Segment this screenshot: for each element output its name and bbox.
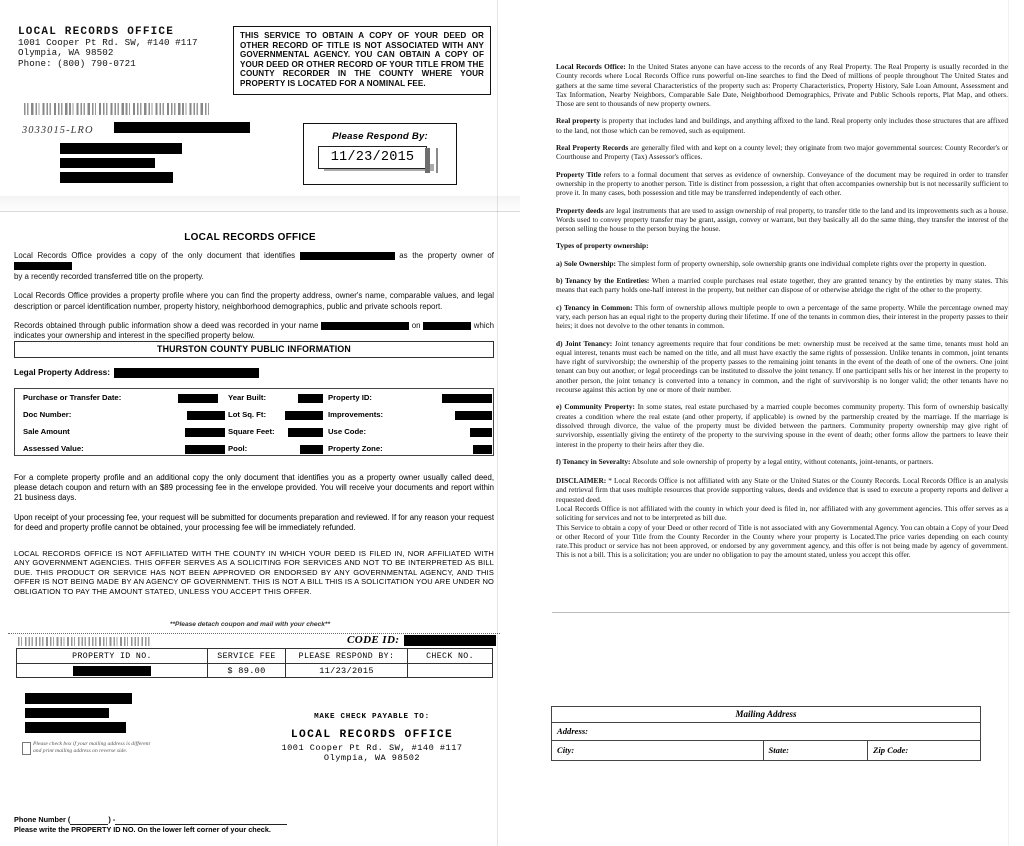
make-check-payable-label: MAKE CHECK PAYABLE TO: xyxy=(314,713,430,721)
city-field[interactable] xyxy=(552,741,764,760)
zip-label: Zip Code: xyxy=(873,745,909,755)
info-paragraph xyxy=(556,170,1008,198)
coupon-header-property-id: PROPERTY ID NO. xyxy=(72,652,152,661)
legal-notice-text: THIS SERVICE TO OBTAIN A COPY OF YOUR DEED OR OTHER RECORD OF TITLE IS NOT ASSOCIATED WITH ANY GOVERNMENTAL AGENCY. YOU CAN OBTAIN A COPY OF YOUR DEED OR OTHER RECORD OF YOUR TITLE FROM THE COUNTY RECORDER IN THE COUNTY WHERE YOUR PROPERTY IS LOCATED FOR A NOMINAL FEE. xyxy=(240,31,484,88)
right-disclaimer-paragraph-2: Local Records Office is not affiliated with the county in which your deed is filed in, nor affiliated with any government agencies. This offer serves as a soliciting for services and not to be interpreted as bill due. xyxy=(556,503,1008,523)
redaction-use-code xyxy=(470,428,492,437)
payee-name: LOCAL RECORDS OFFICE xyxy=(290,729,454,741)
redaction-property-id xyxy=(442,394,492,403)
info-lead: Types of property ownership: xyxy=(556,241,649,251)
cell-sale-amount-label: Sale Amount xyxy=(23,427,70,436)
letter-p1-part-a: Local Records Office provides a copy of the only document that identifies xyxy=(14,251,296,260)
information-text-column xyxy=(556,62,1008,568)
coupon-value-service-fee: $ 89.00 xyxy=(227,666,266,676)
property-details-table xyxy=(14,388,494,456)
info-text: In the United States anyone can have access to the records of any Real Property. The Real Property is usually recorded in the County records where Local Records Office runs powerful on-line searches to find the Deed of millions of people throughout The United States and gathers at the same time several Characteristics of the property such as: Property Characteristics, Property History, Sale Loan Amount, Assessment and Tax Information, Nearby Neighbors, Comparable Sale Date, Neighborhood Demographics, Private and Public Schools reports, Plat Map, and others. Those are sent to thousands of new property owners. xyxy=(556,62,1008,109)
offer-disclaimer-block xyxy=(14,549,494,596)
mail-barcode xyxy=(24,103,212,115)
info-lead: Real property xyxy=(556,116,600,126)
redaction-improvements xyxy=(455,411,492,420)
info-lead: d) Joint Tenancy: xyxy=(556,338,613,348)
offer-terms-block xyxy=(14,473,494,542)
phone-number-line[interactable] xyxy=(14,815,287,825)
redaction-address-line-3 xyxy=(60,172,173,183)
checkbox-note-line-1: Please check box if your mailing address is different xyxy=(33,741,151,747)
sender-phone: Phone: (800) 790-0721 xyxy=(18,57,136,69)
info-paragraph xyxy=(556,339,1008,395)
state-field[interactable] xyxy=(764,741,869,760)
cell-pool-label: Pool: xyxy=(228,444,248,453)
redaction-square-feet xyxy=(288,428,323,437)
different-mailing-address-note xyxy=(33,741,150,755)
letter-p3-part-c: which indicates your ownership and interest in the specified property below. xyxy=(14,321,494,341)
right-sheet-information-page xyxy=(548,0,1024,846)
letter-p1-part-b: as the property owner of xyxy=(399,251,494,260)
payment-coupon-table xyxy=(16,648,493,678)
make-check-payable-block xyxy=(247,713,497,763)
offer-disclaimer-text: LOCAL RECORDS OFFICE IS NOT AFFILIATED WITH THE COUNTY IN WHICH YOUR DEED IS FILED IN, NOR AFFILIATED WITH ANY GOVERNMENT AGENCIES. THIS OFFER SERVES AS A SOLICITING FOR SERVICES AND NOT TO BE INTERPRETED AS BILL DUE. THIS PRODUCT OR SERVICE HAS NOT BEEN APPROVED OR ENDORSED BY ANY GOVERNMENTAL AGENCY, AND THIS OFFER IS NOT BEING MADE BY AN AGENCY OF GOVERNMENT. THIS IS NOT A BILL THIS IS A SOLICITATION YOU ARE UNDER NO OBLIGATION TO PAY THE AMOUNT STATED, UNLESS YOU ACCEPT THIS OFFER. xyxy=(14,549,494,596)
table-row xyxy=(15,424,493,441)
redaction-pool xyxy=(300,445,323,454)
redaction-doc-number xyxy=(187,411,225,420)
redaction-address-line-2 xyxy=(60,158,155,168)
page-edge-left-sheet xyxy=(497,0,498,846)
letter-paragraph-3 xyxy=(14,321,494,342)
redaction-deed-date xyxy=(423,322,471,330)
info-text: refers to a formal document that serves as evidence of ownership. Conveyance of the document may be required in order to transfer ownership in the property to another person. Title is distinct from possession, a right that often accompanies ownership but is not necessarily sufficient to prove it. In many cases, both possession and title may be transferred independently of each other. xyxy=(556,169,1008,198)
info-lead: Real Property Records xyxy=(556,143,629,153)
redaction-property xyxy=(14,262,72,270)
respond-by-tick-mark-2 xyxy=(436,148,438,173)
cell-lot-sqft-label: Lot Sq. Ft: xyxy=(228,410,266,419)
coupon-value-property-id xyxy=(17,664,207,678)
mailing-address-title: Mailing Address xyxy=(552,707,980,723)
respond-by-box xyxy=(303,123,457,185)
cell-purchase-date-label: Purchase or Transfer Date: xyxy=(23,393,122,402)
letter-paragraph-1 xyxy=(14,251,494,282)
cell-doc-number-label: Doc Number: xyxy=(23,410,72,419)
code-id-row xyxy=(347,634,496,646)
payee-city-state-zip: Olympia, WA 98502 xyxy=(323,753,421,763)
legal-notice-box xyxy=(233,26,491,95)
cell-year-built-label: Year Built: xyxy=(228,393,267,402)
legal-property-address-row xyxy=(14,367,259,378)
info-paragraph xyxy=(556,116,1008,135)
sheet-divider-line xyxy=(0,211,520,212)
coupon-value-respond-by: 11/23/2015 xyxy=(319,666,374,676)
cell-use-code-label: Use Code: xyxy=(328,427,367,436)
county-header-label: THURSTON COUNTY PUBLIC INFORMATION xyxy=(157,344,351,354)
coupon-value-check-no[interactable] xyxy=(408,664,492,678)
coupon-header-check-no: CHECK NO. xyxy=(426,652,474,661)
sender-address-block xyxy=(18,27,198,69)
account-code: 3033015-LRO xyxy=(22,125,94,136)
redaction-deed-name xyxy=(321,322,409,330)
phone-number-prefix: Phone Number ( xyxy=(14,815,71,824)
sender-city-state-zip: Olympia, WA 98502 xyxy=(18,47,114,59)
different-mailing-address-checkbox[interactable] xyxy=(22,742,31,755)
mailing-address-city-state-zip-row xyxy=(552,741,980,760)
letter-paragraph-2: Local Records Office provides a property profile where you can find the property address, owner's name, comparable values, and legal description or parcel identification number, property history, neighborhood demographics, public and private schools report. xyxy=(14,291,494,311)
coupon-header-respond-by: PLEASE RESPOND BY: xyxy=(298,652,395,661)
zip-field[interactable] xyxy=(868,741,980,760)
info-paragraph xyxy=(556,143,1008,162)
phone-number-field-row xyxy=(14,815,287,835)
info-lead: Property deeds xyxy=(556,205,604,215)
right-sheet-divider xyxy=(552,612,1010,613)
redaction-sale-amount xyxy=(185,428,225,437)
redaction-address-line-1 xyxy=(60,143,182,154)
letter-p1-part-c: by a recently recorded transferred title on the property. xyxy=(14,271,204,281)
info-text: The simplest form of property ownership, sole ownership grants one individual complete rights over the property in question. xyxy=(615,258,987,268)
info-lead: Property Title xyxy=(556,169,602,179)
info-lead: c) Tenancy in Common: xyxy=(556,302,633,312)
redaction-assessed-value xyxy=(185,445,225,454)
info-lead: Local Records Office: xyxy=(556,62,626,71)
redaction-coupon-addr-3 xyxy=(25,722,126,733)
letter-p3-part-b: on xyxy=(411,321,421,331)
right-disclaimer-lead: DISCLAIMER: xyxy=(556,476,607,486)
mailing-address-form xyxy=(551,706,981,761)
info-paragraph xyxy=(556,303,1008,331)
checkbox-note-line-2: and print mailing address on reverse side. xyxy=(33,748,128,754)
info-paragraph xyxy=(556,457,1008,466)
redaction-year-built xyxy=(298,394,323,403)
info-lead: f) Tenancy in Severalty: xyxy=(556,456,631,466)
table-row xyxy=(15,441,493,458)
coupon-header-service-fee: SERVICE FEE xyxy=(217,652,276,661)
redaction-coupon-addr-1 xyxy=(25,693,132,704)
redaction-code-id xyxy=(404,635,496,646)
letter-heading: LOCAL RECORDS OFFICE xyxy=(184,232,316,243)
cell-improvements-label: Improvements: xyxy=(328,410,384,419)
letter-p3-part-a: Records obtained through public information show a deed was recorded in your name xyxy=(14,321,319,331)
code-id-label: CODE ID: xyxy=(347,634,400,646)
info-lead: a) Sole Ownership: xyxy=(556,258,616,268)
offer-paragraph-2: Upon receipt of your processing fee, your request will be submitted for documents preparation and reviewed. If for any reason your request for deed and property profile cannot be obtained, your processing fee will be immediately refunded. xyxy=(14,512,494,532)
info-lead: b) Tenancy by the Entireties: xyxy=(556,276,650,286)
info-paragraph xyxy=(556,276,1008,295)
info-text: are legal instruments that are used to assign ownership of real property, to transfer title to the land and its improvements such as a house. Words used to convey property transfer may be grant, assign, convey or warrant, but they basically all do the same thing, they transfer the interest of the person selling the house to the person buying the house. xyxy=(556,205,1008,234)
respond-by-date-field xyxy=(318,146,427,169)
city-label: City: xyxy=(557,745,575,755)
redaction-legal-address xyxy=(114,368,259,378)
payee-street: 1001 Cooper Pt Rd. SW, #140 #117 xyxy=(281,743,463,753)
info-text: In some states, real estate purchased by a married couple becomes community property. This form of ownership basically creates a condition where the real estate (and other property, if applicable) is owned by the partnership created by the marriage. If the marriage is dissolved through divorce, the value of the property must be divided between the partners. Community property ownership may give right of survivorship, essentially giving the entirety of the property to the surviving spouse in the event of death; other forms allow the partners to leave their interest in the property to their heirs after they die. xyxy=(556,402,1008,449)
info-text: This form of ownership allows multiple people to own a percentage of the same property. While the percentage owned may vary, each person has an equal right to the property during their lifetime. If one of the tenants in common dies, their interest in the property passes to their heirs; it does not devolve to the other tenants in common. xyxy=(556,302,1008,331)
info-text: are generally filed with and kept on a county level; they originate from two major governmental sources: County Recorder's or Courthouse and Property (Tax) Assessor's offices. xyxy=(556,143,1008,162)
info-paragraph xyxy=(556,241,1008,250)
info-paragraph xyxy=(556,62,1008,108)
right-disclaimer-text-1: * Local Records Office is not affiliated with any State or the United States or the County Records. Local Records Office is an analysis and retrieval firm that uses multiple resources that provide supporting values, deeds and evidence that is used to execute a property reports and deliver a requested deed. xyxy=(556,476,1008,504)
cell-square-feet-label: Square Feet: xyxy=(228,427,275,436)
property-id-check-note: Please write the PROPERTY ID NO. On the lower left corner of your check. xyxy=(14,825,271,835)
redaction-lot-sqft xyxy=(285,411,323,420)
respond-by-date: 11/23/2015 xyxy=(330,150,415,165)
right-disclaimer-paragraph-1 xyxy=(556,476,1008,504)
table-row xyxy=(15,390,493,407)
info-paragraph xyxy=(556,402,1008,448)
info-paragraph xyxy=(556,206,1008,234)
redaction-coupon-addr-2 xyxy=(25,708,109,718)
info-text: is property that includes land and buildings, and anything affixed to the land. Real property only includes those structures that are affixed to the land, not those which can be removed, such as equipment. xyxy=(556,116,1008,135)
letter-body xyxy=(14,251,494,351)
detach-instruction: **Please detach coupon and mail with your check** xyxy=(169,621,331,628)
info-text: When a married couple purchases real estate together, they are granted tenancy by the entireties by many states. This means that each party holds one-half interest in the property, but neither can dispose of or otherwise abridge the right of the other to the property. xyxy=(556,276,1008,295)
offer-paragraph-1: For a complete property profile and an additional copy the only document that identifies you as a property owner usually called deed, please detach coupon and return with an $89 processing fee in the envelope provided. You will receive your documents and report within 21 business days. xyxy=(14,473,494,503)
redaction-coupon-property-id xyxy=(73,666,151,676)
legal-property-address-label: Legal Property Address: xyxy=(14,367,111,377)
redaction-purchase-date xyxy=(178,394,218,403)
phone-number-suffix: ) - xyxy=(108,815,116,824)
cell-assessed-value-label: Assessed Value: xyxy=(23,444,84,453)
sender-name: LOCAL RECORDS OFFICE xyxy=(18,26,175,38)
respond-by-label: Please Respond By: xyxy=(332,131,428,142)
respond-by-tick-mark-1 xyxy=(425,148,430,173)
right-disclaimer-paragraph-3: This Service to obtain a copy of your Deed or other record of Title is not associated with any Governmental Agency. You can obtain a Copy of your Deed or other Record of your Title from the County Recorder in the County where your property is Located.The price varies depending on each county rate.This product or service has not been approved, or endorsed by any government agency, and this offer is not being made by agency of government. This is not a bill. This is a solicitation; you are under no obligation to pay the amount stated, unless you accept this offer. xyxy=(556,522,1008,560)
sender-street: 1001 Cooper Pt Rd. SW, #140 #117 xyxy=(18,36,198,48)
coupon-barcode xyxy=(18,637,151,646)
redaction-owner-name xyxy=(300,252,395,260)
mailing-address-street-row[interactable] xyxy=(552,723,980,741)
address-label: Address: xyxy=(557,726,589,736)
cell-property-id-label: Property ID: xyxy=(328,393,372,402)
cell-property-zone-label: Property Zone: xyxy=(328,444,383,453)
table-row xyxy=(15,407,493,424)
redaction-recipient-name xyxy=(114,122,250,133)
info-paragraph xyxy=(556,259,1008,268)
info-lead: e) Community Property: xyxy=(556,402,635,412)
state-label: State: xyxy=(768,745,790,755)
info-text: Absolute and sole ownership of property by a legal entity, without cotenants, joint-tenants, or partners. xyxy=(630,456,934,466)
info-text: Joint tenancy agreements require that four conditions be met: ownership must be received at the same time, tenants must hold an equal interest, tenants must each be named on the title, and all must have exactly the same rights of possession. Unlike tenants in common, joint tenants have right of survivorship; the ownership of the property passes to the remaining joint tenants in the event of the death of one of the owners. One joint tenant can buy out another, or legal proceedings can be instituted to dissolve the joint tenancy. If one participant sells his or her interest in the property to another person, the joint tenancy is converted into a tenancy in common, and the right of survivorship is no longer valid; the other tenants have no recourse against this action by one or more of their number. xyxy=(556,338,1008,395)
redaction-property-zone xyxy=(473,445,492,454)
county-information-header xyxy=(14,341,494,358)
